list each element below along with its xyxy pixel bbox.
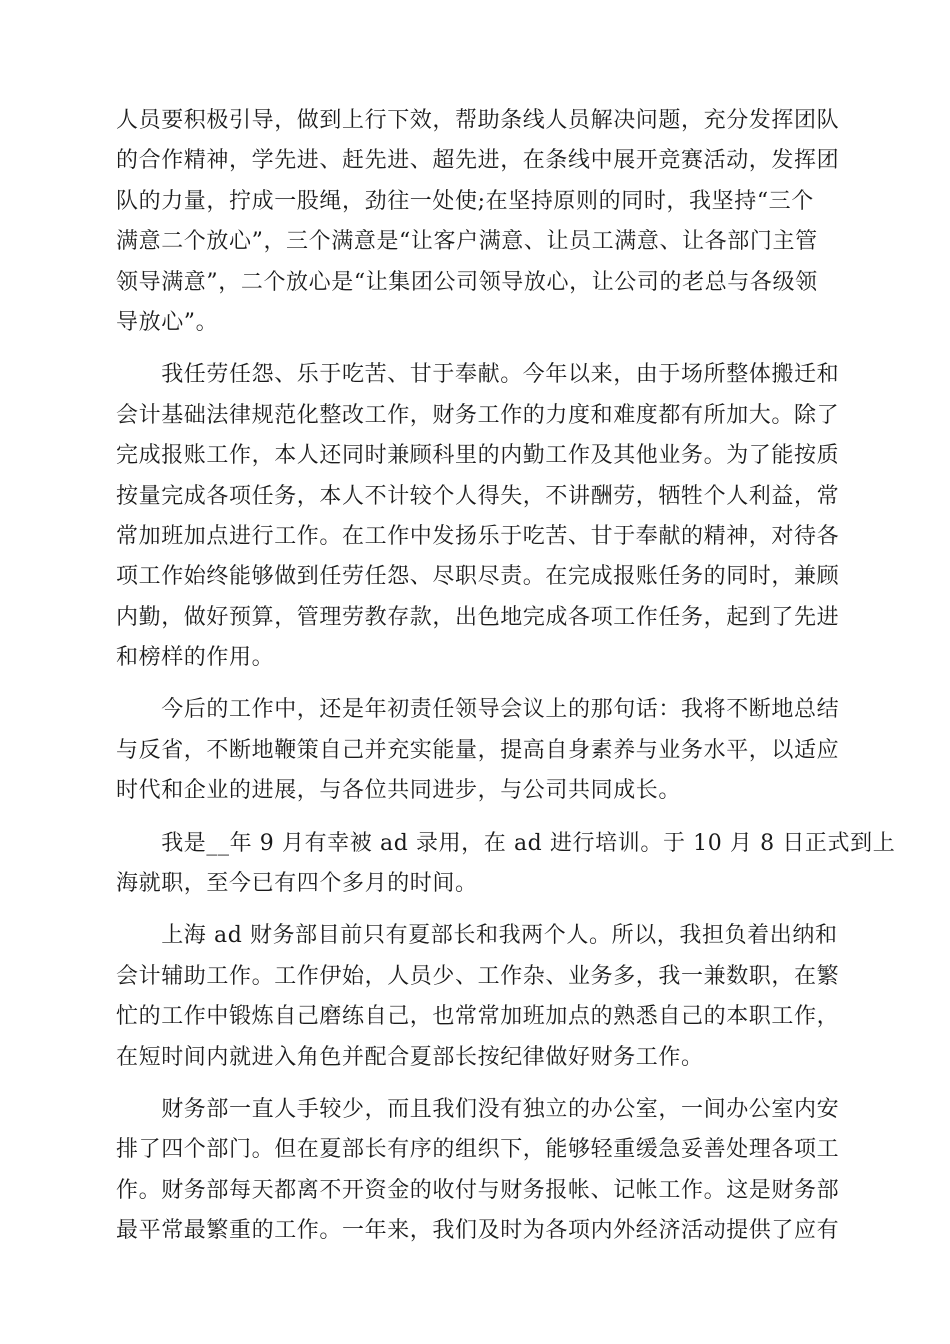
text-line: 人员要积极引导，做到上行下效，帮助条线人员解决问题，充分发挥团队 — [116, 108, 840, 133]
text-line: 的合作精神，学先进、赶先进、超先进，在条线中展开竞赛活动，发挥团 — [116, 148, 840, 174]
text-line: 领导满意”，二个放心是“让集团公司领导放心，让公司的老总与各级领 — [116, 269, 818, 295]
text-line: 按量完成各项任务，本人不计较个人得失，不讲酬劳，牺牲个人利益，常 — [116, 483, 840, 509]
text-line: 与反省，不断地鞭策自己并充实能量，提高自身素养与业务水平，以适应 — [116, 737, 840, 763]
text-line: 队的力量，拧成一股绳，劲往一处使;在坚持原则的同时，我坚持“三个 — [116, 188, 814, 214]
text-line: 今后的工作中，还是年初责任领导会议上的那句话：我将不断地总结 — [116, 697, 840, 723]
text-line: 项工作始终能够做到任劳任怨、尽职尽责。在完成报账任务的同时，兼顾 — [116, 564, 840, 590]
text-line: 财务部一直人手较少，而且我们没有独立的办公室，一间办公室内安 — [116, 1096, 840, 1122]
paragraph — [116, 355, 840, 678]
paragraph — [116, 101, 840, 343]
text-line: 会计基础法律规范化整改工作，财务工作的力度和难度都有所加大。除了 — [116, 402, 840, 428]
paragraph-spacer — [116, 1078, 832, 1090]
text-line: 在短时间内就进入角色并配合夏部长按纪律做好财务工作。 — [116, 1044, 704, 1070]
text-line: 忙的工作中锻炼自己磨练自己，也常常加班加点的熟悉自己的本职工作， — [116, 1004, 840, 1030]
text-line: 我是__年 9 月有幸被 ad 录用，在 ad 进行培训。于 10 月 8 日正式到上 — [116, 830, 896, 856]
document-body — [116, 101, 896, 1252]
paragraph — [116, 916, 840, 1078]
paragraph — [116, 1090, 840, 1252]
text-line: 时代和企业的进展，与各位共同进步，与公司共同成长。 — [116, 778, 682, 804]
paragraph — [116, 824, 896, 905]
text-line: 导放心”。 — [116, 309, 219, 335]
text-line: 最平常最繁重的工作。一年来，我们及时为各项内外经济活动提供了应有 — [116, 1218, 840, 1244]
text-line: 排了四个部门。但在夏部长有序的组织下，能够轻重缓急妥善处理各项工 — [116, 1137, 840, 1163]
text-line: 和榜样的作用。 — [116, 645, 275, 671]
text-line: 满意二个放心”，三个满意是“让客户满意、让员工满意、让各部门主管 — [116, 229, 818, 255]
paragraph — [116, 690, 840, 811]
text-line: 海就职，至今已有四个多月的时间。 — [116, 871, 478, 897]
text-line: 常加班加点进行工作。在工作中发扬乐于吃苦、甘于奉献的精神，对待各 — [116, 523, 840, 549]
text-line: 作。财务部每天都离不开资金的收付与财务报帐、记帐工作。这是财务部 — [116, 1177, 840, 1203]
paragraph-spacer — [116, 343, 832, 355]
paragraph-spacer — [116, 904, 832, 916]
paragraph-spacer — [116, 678, 832, 690]
text-line: 完成报账工作，本人还同时兼顾科里的内勤工作及其他业务。为了能按质 — [116, 443, 840, 469]
text-line: 我任劳任怨、乐于吃苦、甘于奉献。今年以来，由于场所整体搬迁和 — [116, 362, 840, 388]
text-line: 内勤，做好预算，管理劳教存款，出色地完成各项工作任务，起到了先进 — [116, 604, 840, 630]
paragraph-spacer — [116, 812, 832, 824]
text-line: 会计辅助工作。工作伊始，人员少、工作杂、业务多，我一兼数职，在繁 — [116, 963, 840, 989]
text-line: 上海 ad 财务部目前只有夏部长和我两个人。所以，我担负着出纳和 — [116, 923, 838, 949]
